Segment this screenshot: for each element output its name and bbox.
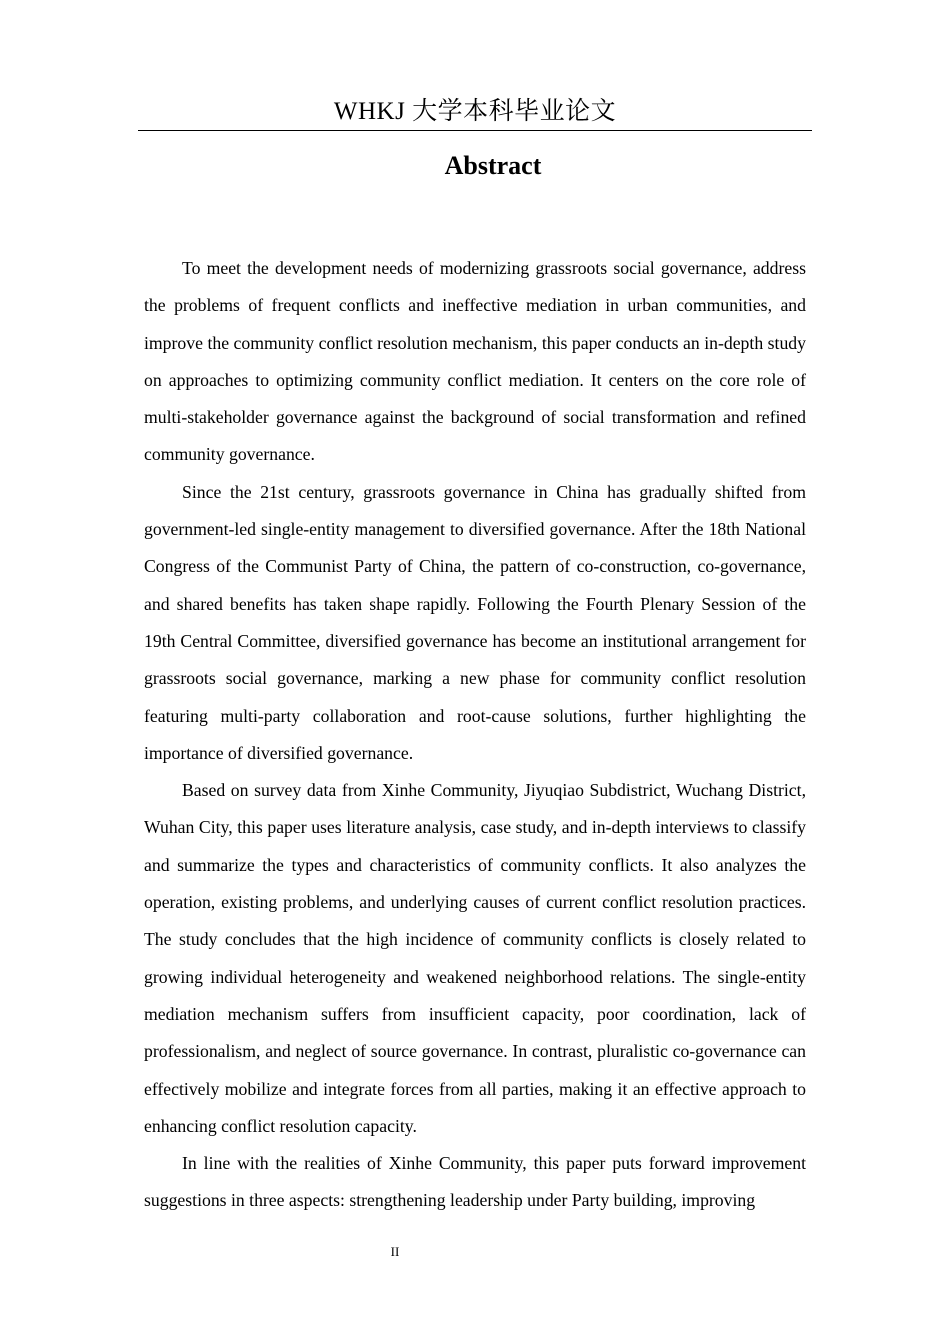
abstract-paragraph-1: To meet the development needs of modernizing grassroots social governance, address the problems of frequent conflicts and ineffective mediation in urban communities, and improve the community conflict resolution mechanism, this paper conducts an in-depth study on approaches to optimizing community conflict mediation. It centers on the core role of multi-stakeholder governance against the background of social transformation and refined community governance. xyxy=(144,258,806,465)
page-header-text: WHKJ 大学本科毕业论文 xyxy=(333,98,617,125)
page-number: II xyxy=(390,1244,400,1259)
page-header xyxy=(138,96,812,131)
abstract-paragraph-2: Since the 21st century, grassroots governance in China has gradually shifted from government-led single-entity management to diversified governance. After the 18th National Congress of the Communist Party of China, the pattern of co-construction, co-governance, and shared benefits has taken shape rapidly. Following the Fourth Plenary Session of the 19th Central Committee, diversified governance has become an institutional arrangement for grassroots social governance, marking a new phase for community conflict resolution featuring multi-party collaboration and root-cause solutions, further highlighting the importance of diversified governance. xyxy=(144,481,806,763)
abstract-paragraph-3: Based on survey data from Xinhe Community, Jiyuqiao Subdistrict, Wuchang District, Wuhan City, this paper uses literature analysis, case study, and in-depth interviews to classify and summarize the types and characteristics of community conflicts. It also analyzes the operation, existing problems, and underlying causes of current conflict resolution practices. The study concludes that the high incidence of community conflicts is closely related to growing individual heterogeneity and weakened neighborhood relations. The single-entity mediation mechanism suffers from insufficient capacity, poor coordination, lack of professionalism, and neglect of source governance. In contrast, pluralistic co-governance can effectively mobilize and integrate forces from all parties, making it an effective approach to enhancing conflict resolution capacity. xyxy=(144,780,806,1136)
page-title: Abstract xyxy=(444,151,542,180)
abstract-body xyxy=(144,250,806,1220)
abstract-paragraph-4: In line with the realities of Xinhe Community, this paper puts forward improvement suggestions in three aspects: strengthening leadership under Party building, improving xyxy=(144,1153,806,1211)
